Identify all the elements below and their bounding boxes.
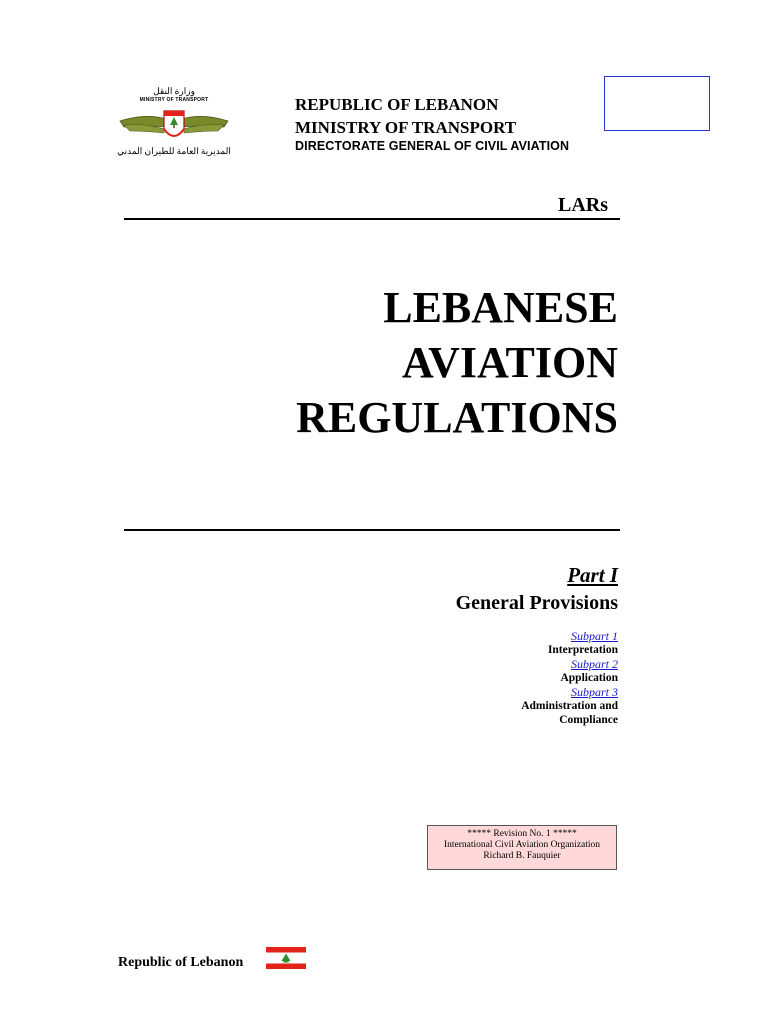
logo-arabic-bottom: المديرية العامة للطيران المدني (117, 146, 231, 156)
subpart-2-title: Application (560, 672, 618, 684)
subpart-1-title: Interpretation (547, 644, 618, 656)
winged-cedar-emblem-icon (116, 103, 232, 147)
subpart-3-link[interactable]: Subpart 3 (570, 685, 618, 699)
header-republic: REPUBLIC OF LEBANON (295, 95, 499, 114)
lebanon-flag-icon (266, 947, 306, 969)
lars-label: LARs (557, 194, 608, 216)
document-title (296, 280, 618, 445)
revision-organization: International Civil Aviation Organization (443, 840, 601, 850)
header-ministry: MINISTRY OF TRANSPORT (295, 118, 517, 137)
subpart-list (418, 629, 618, 727)
logo-ministry-caption: MINISTRY OF TRANSPORT (139, 97, 209, 103)
part-label: Part I (567, 563, 618, 587)
subpart-3-title-line-1: Administration and (521, 700, 618, 712)
divider-bottom (124, 529, 620, 531)
part-name: General Provisions (455, 592, 618, 614)
revision-author: Richard B. Fauquier (483, 851, 561, 861)
title-line-2: AVIATION (402, 338, 618, 387)
logo-arabic-top: وزارة النقل (153, 86, 195, 96)
footer-text: Republic of Lebanon (118, 955, 244, 970)
title-line-1: LEBANESE (383, 283, 618, 332)
header-directorate: DIRECTORATE GENERAL OF CIVIL AVIATION (295, 139, 570, 153)
subpart-2-link[interactable]: Subpart 2 (570, 657, 618, 671)
empty-box (604, 76, 710, 131)
subpart-1-link[interactable]: Subpart 1 (570, 629, 618, 643)
divider-top (124, 218, 620, 220)
subpart-3-title-line-2: Compliance (559, 714, 618, 726)
title-line-3: REGULATIONS (296, 393, 618, 442)
ministry-logo (116, 86, 232, 162)
revision-number: ***** Revision No. 1 ***** (467, 829, 577, 839)
revision-box (427, 825, 617, 870)
